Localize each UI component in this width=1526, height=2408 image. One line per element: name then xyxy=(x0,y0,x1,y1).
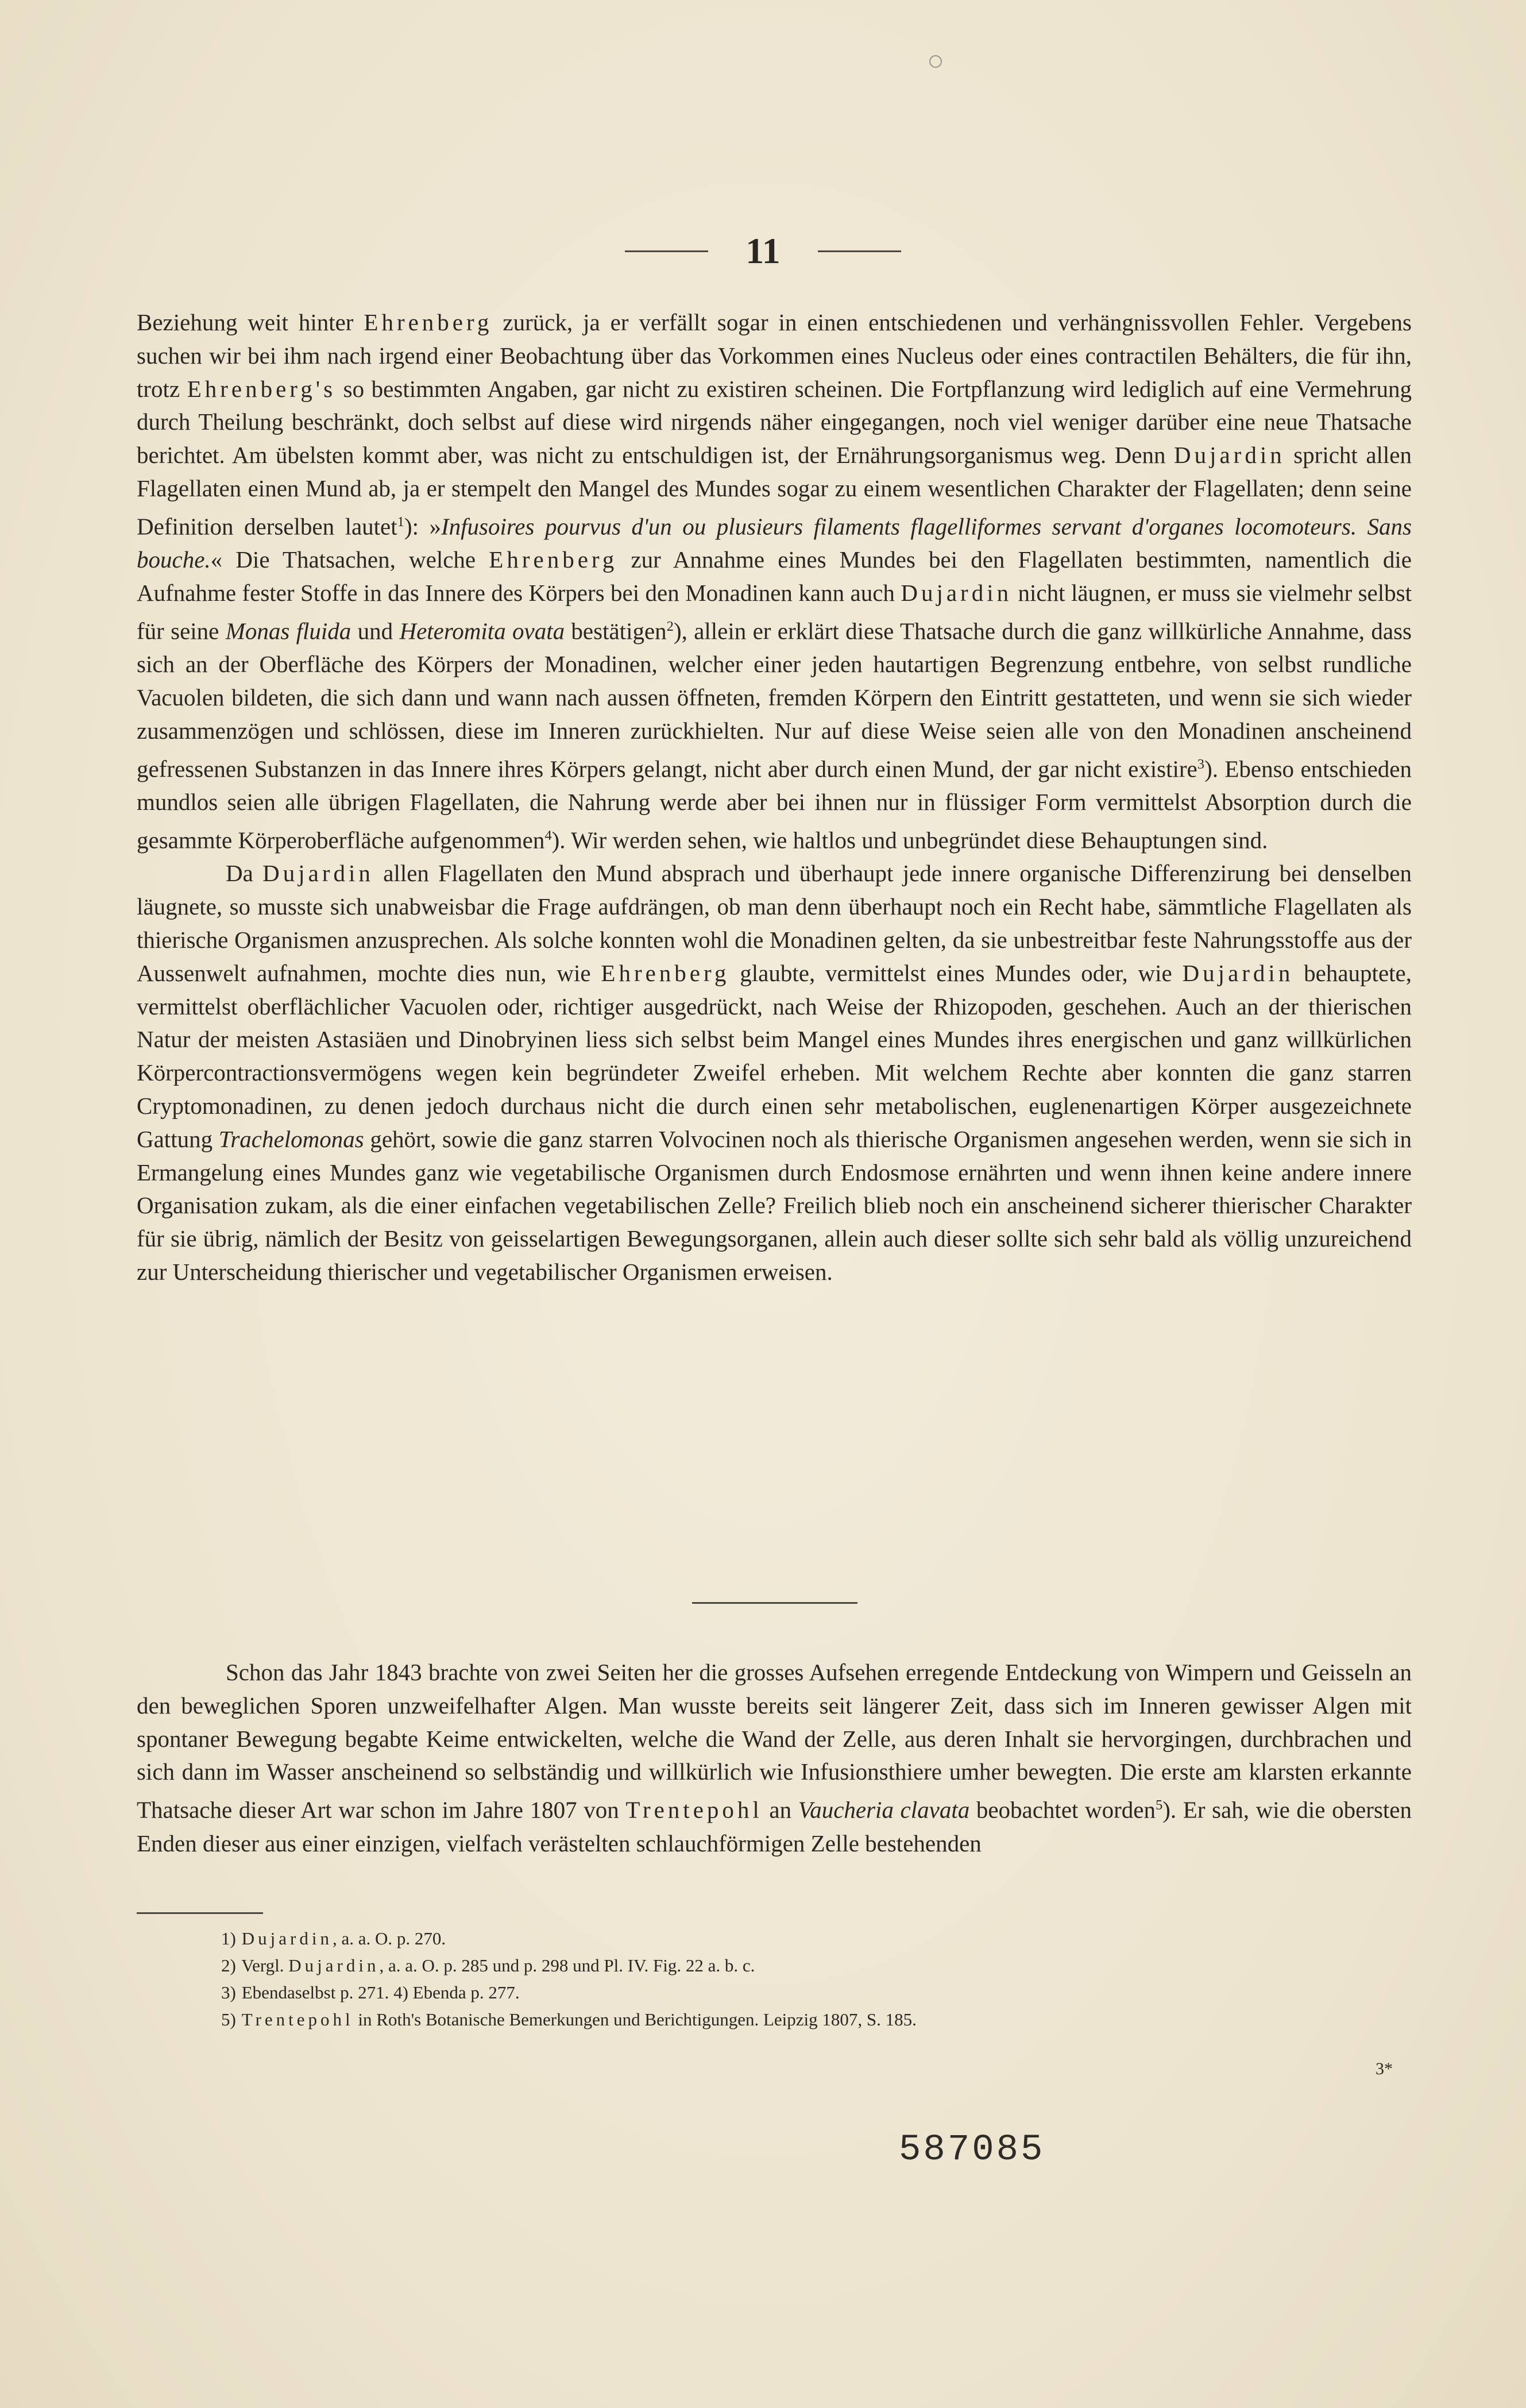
header-rule-right xyxy=(818,250,901,252)
page-header xyxy=(0,230,1526,287)
text-run: und xyxy=(351,618,400,645)
spaced-name: Trentepohl xyxy=(241,2009,354,2029)
text-run: behauptete, vermittelst oberflächlicher Vacuolen oder, richtiger ausgedrückt, nach Weise der Rhizopoden, geschehen. Auch an der thierischen Natur der meisten Astasiäen und Dinobryinen liess sich selbst beim Mangel eines Mundes ihres energischen und ganz willkürlichen Körpercontractionsvermögens wegen kein begründeter Zweifel erheben. Mit welchem Rechte aber konnten die ganz starren Cryptomonadinen, zu denen jedoch durchaus nicht die durch einen sehr metabolischen, euglenenartigen Körper ausgezeichnete Gattung xyxy=(137,959,1412,1152)
text-block-main xyxy=(137,306,1412,1289)
footnote-rule xyxy=(137,1912,263,1914)
header-rule-left xyxy=(625,250,708,252)
text-run: Beziehung weit hinter xyxy=(137,309,364,335)
footnote xyxy=(221,1952,1370,1979)
spaced-name: Ehrenberg's xyxy=(187,375,337,402)
footnote-ref: 1 xyxy=(397,514,404,530)
text-run: ). Wir werden sehen, wie haltlos und unbegründet diese Behauptungen sind. xyxy=(551,827,1268,854)
text-run: zurück, ja er verfällt sogar in einen entschiedenen und verhängnissvollen Fehler. Vergebens suchen wir bei ihm nach irgend einer Beobachtung über das Vorkommen eines Nucleus oder eines contractilen Behälters, die für ihn, trotz xyxy=(137,309,1412,402)
footnotes xyxy=(221,1925,1370,2033)
text-run: in Roth's Botanische Bemerkungen und Berichtigungen. Leipzig 1807, S. 185. xyxy=(353,2009,917,2029)
text-run: Vergl. xyxy=(241,1955,289,1975)
text-run: ). Ebenso entschieden mundlos seien alle übrigen Flagellaten, die Nahrung werde aber bei ihnen nur in flüssiger Form vermittelst Absorption durch die gesammte Körperoberfläche aufgenommen xyxy=(137,755,1412,854)
footnote-ref: 4 xyxy=(544,827,552,843)
text-run: beobachtet worden xyxy=(969,1796,1156,1823)
spaced-name: Ehrenberg xyxy=(601,959,730,986)
paragraph xyxy=(137,1656,1412,1860)
text-run: ): » xyxy=(404,513,441,540)
stamp-number: 587085 xyxy=(899,2129,1045,2171)
text-run: Schon das Jahr 1843 brachte von zwei Seiten her die grosses Aufsehen erregende Entdeckung von Wimpern und Geisseln an den beweglichen Sporen unzweifelhafter Algen. Man wusste bereits seit längerer Zeit, dass sich im Inneren gewisser Algen mit spontaner Bewegung begabte Keime entwickelten, welche die Wand der Zelle, aus deren Inhalt sie hervorgingen, durchbrachen und sich dann im Wasser anscheinend so selbständig und willkürlich wie Infusionsthiere umher bewegten. Die erste am klarsten erkannte Thatsache dieser Art war schon im Jahre 1807 von xyxy=(137,1659,1412,1823)
paragraph xyxy=(137,857,1412,1288)
section-divider xyxy=(692,1602,857,1604)
text-run: bestätigen xyxy=(565,618,667,645)
text-run: glaubte, vermittelst eines Mundes oder, wie xyxy=(729,959,1183,986)
footnote xyxy=(221,2006,1370,2033)
text-run: « Die Thatsachen, welche xyxy=(210,546,489,573)
text-run: zur Annahme eines Mundes bei den Flagellaten bestimmten, namentlich die Aufnahme fester Stoffe in das Innere des Körpers bei den Monadinen kann auch xyxy=(137,546,1412,607)
spaced-name: Ehrenberg xyxy=(489,546,618,573)
text-run: ), allein er erklärt diese Thatsache durch die ganz willkürliche Annahme, dass sich an der Oberfläche des Körpers der Monadinen, welcher einer jeden hautartigen Begrenzung entbehre, von selbst rundliche Vacuolen bildeten, die sich dann und wann nach aussen öffneten, fremden Körpern den Eintritt gestatteten, und wenn sie sich wieder zusammenzögen und schlössen, diese im Inneren zurückhielten. Nur auf diese Weise seien alle von den Monadinen anscheinend gefressenen Substanzen in das Innere ihres Körpers gelangt, nicht aber durch einen Mund, der gar nicht existire xyxy=(137,618,1412,782)
footnote-mark: 3) xyxy=(221,1982,236,2002)
footnote-mark: 1) xyxy=(221,1928,236,1948)
italic-term: Monas fluida xyxy=(225,618,351,645)
text-run: Ebendaselbst p. 271. 4) Ebenda p. 277. xyxy=(241,1982,520,2002)
italic-term: Trachelomonas xyxy=(218,1125,364,1152)
text-run: Da xyxy=(226,860,263,887)
spaced-name: Dujardin xyxy=(901,580,1013,607)
italic-term: Vaucheria clavata xyxy=(798,1796,970,1823)
text-run: , a. a. O. p. 270. xyxy=(332,1928,446,1948)
spaced-name: Trentepohl xyxy=(625,1796,763,1823)
page-number: 11 xyxy=(745,230,781,271)
signature-mark: 3* xyxy=(1376,2059,1393,2078)
italic-term: Infusoires pourvus d'un ou plusieurs filaments flagelliformes servant d'organes locomoteurs. Sans bouche. xyxy=(137,513,1412,573)
spaced-name: Dujardin xyxy=(288,1955,380,1975)
text-run: an xyxy=(762,1796,798,1823)
footnote xyxy=(221,1925,1370,1952)
ink-dot xyxy=(929,55,942,68)
footnote xyxy=(221,1979,1370,2006)
spaced-name: Dujardin xyxy=(262,860,374,887)
spaced-name: Ehrenberg xyxy=(364,309,493,335)
spaced-name: Dujardin xyxy=(1182,959,1294,986)
spaced-name: Dujardin xyxy=(241,1928,333,1948)
footnote-ref: 3 xyxy=(1197,756,1205,772)
footnote-mark: 2) xyxy=(221,1955,236,1975)
text-run: spricht allen Flagellaten einen Mund ab, ja er stempelt den Mangel des Mundes sogar zu einem wesentlichen Charakter der Flagellaten; denn seine Definition derselben lautet xyxy=(137,442,1412,540)
footnote-ref: 5 xyxy=(1155,1797,1163,1813)
paragraph xyxy=(137,306,1412,857)
text-run: so bestimmten Angaben, gar nicht zu existiren scheinen. Die Fortpflanzung wird lediglich auf eine Vermehrung durch Theilung beschränkt, doch selbst auf diese wird nirgends näher eingegangen, noch viel weniger darüber eine neue Thatsache berichtet. Am übelsten kommt aber, was nicht zu entschuldigen ist, der Ernährungsorganismus weg. Denn xyxy=(137,375,1412,469)
spaced-name: Dujardin xyxy=(1173,442,1285,469)
italic-term: Heteromita ovata xyxy=(399,618,565,645)
text-run: gehört, sowie die ganz starren Volvocinen noch als thierische Organismen angesehen werden, wenn sie sich in Ermangelung eines Mundes ganz wie vegetabilische Organismen durch Endosmose ernährten und wenn ihnen keine andere innere Organisation zukam, als die einer einfachen vegetabilischen Zelle? Freilich blieb noch ein anscheinend sicherer thierischer Charakter für sie übrig, nämlich der Besitz von geisselartigen Bewegungsorganen, allein auch dieser sollte sich sehr bald als völlig unzureichend zur Unterscheidung thierischer und vegetabilischer Organismen erweisen. xyxy=(137,1125,1412,1285)
text-run: , a. a. O. p. 285 und p. 298 und Pl. IV. Fig. 22 a. b. c. xyxy=(379,1955,755,1975)
text-run: nicht läugnen, er muss sie vielmehr selbst für seine xyxy=(137,580,1412,645)
text-block-second xyxy=(137,1656,1412,1860)
text-run: allen Flagellaten den Mund absprach und überhaupt jede innere organische Differenzirung bei denselben läugnete, so musste sich unabweisbar die Frage aufdrängen, ob man denn überhaupt noch ein Recht habe, sämmtliche Flagellaten als thierische Organismen anzusprechen. Als solche konnten wohl die Monadinen gelten, da sie unbestreitbar feste Nahrungsstoffe aus der Aussenwelt aufnahmen, mochte dies nun, wie xyxy=(137,860,1412,986)
footnote-mark: 5) xyxy=(221,2009,236,2029)
footnote-ref: 2 xyxy=(666,618,674,634)
text-run: ). Er sah, wie die obersten Enden dieser aus einer einzigen, vielfach verästelten schlauchförmigen Zelle bestehenden xyxy=(137,1796,1412,1857)
